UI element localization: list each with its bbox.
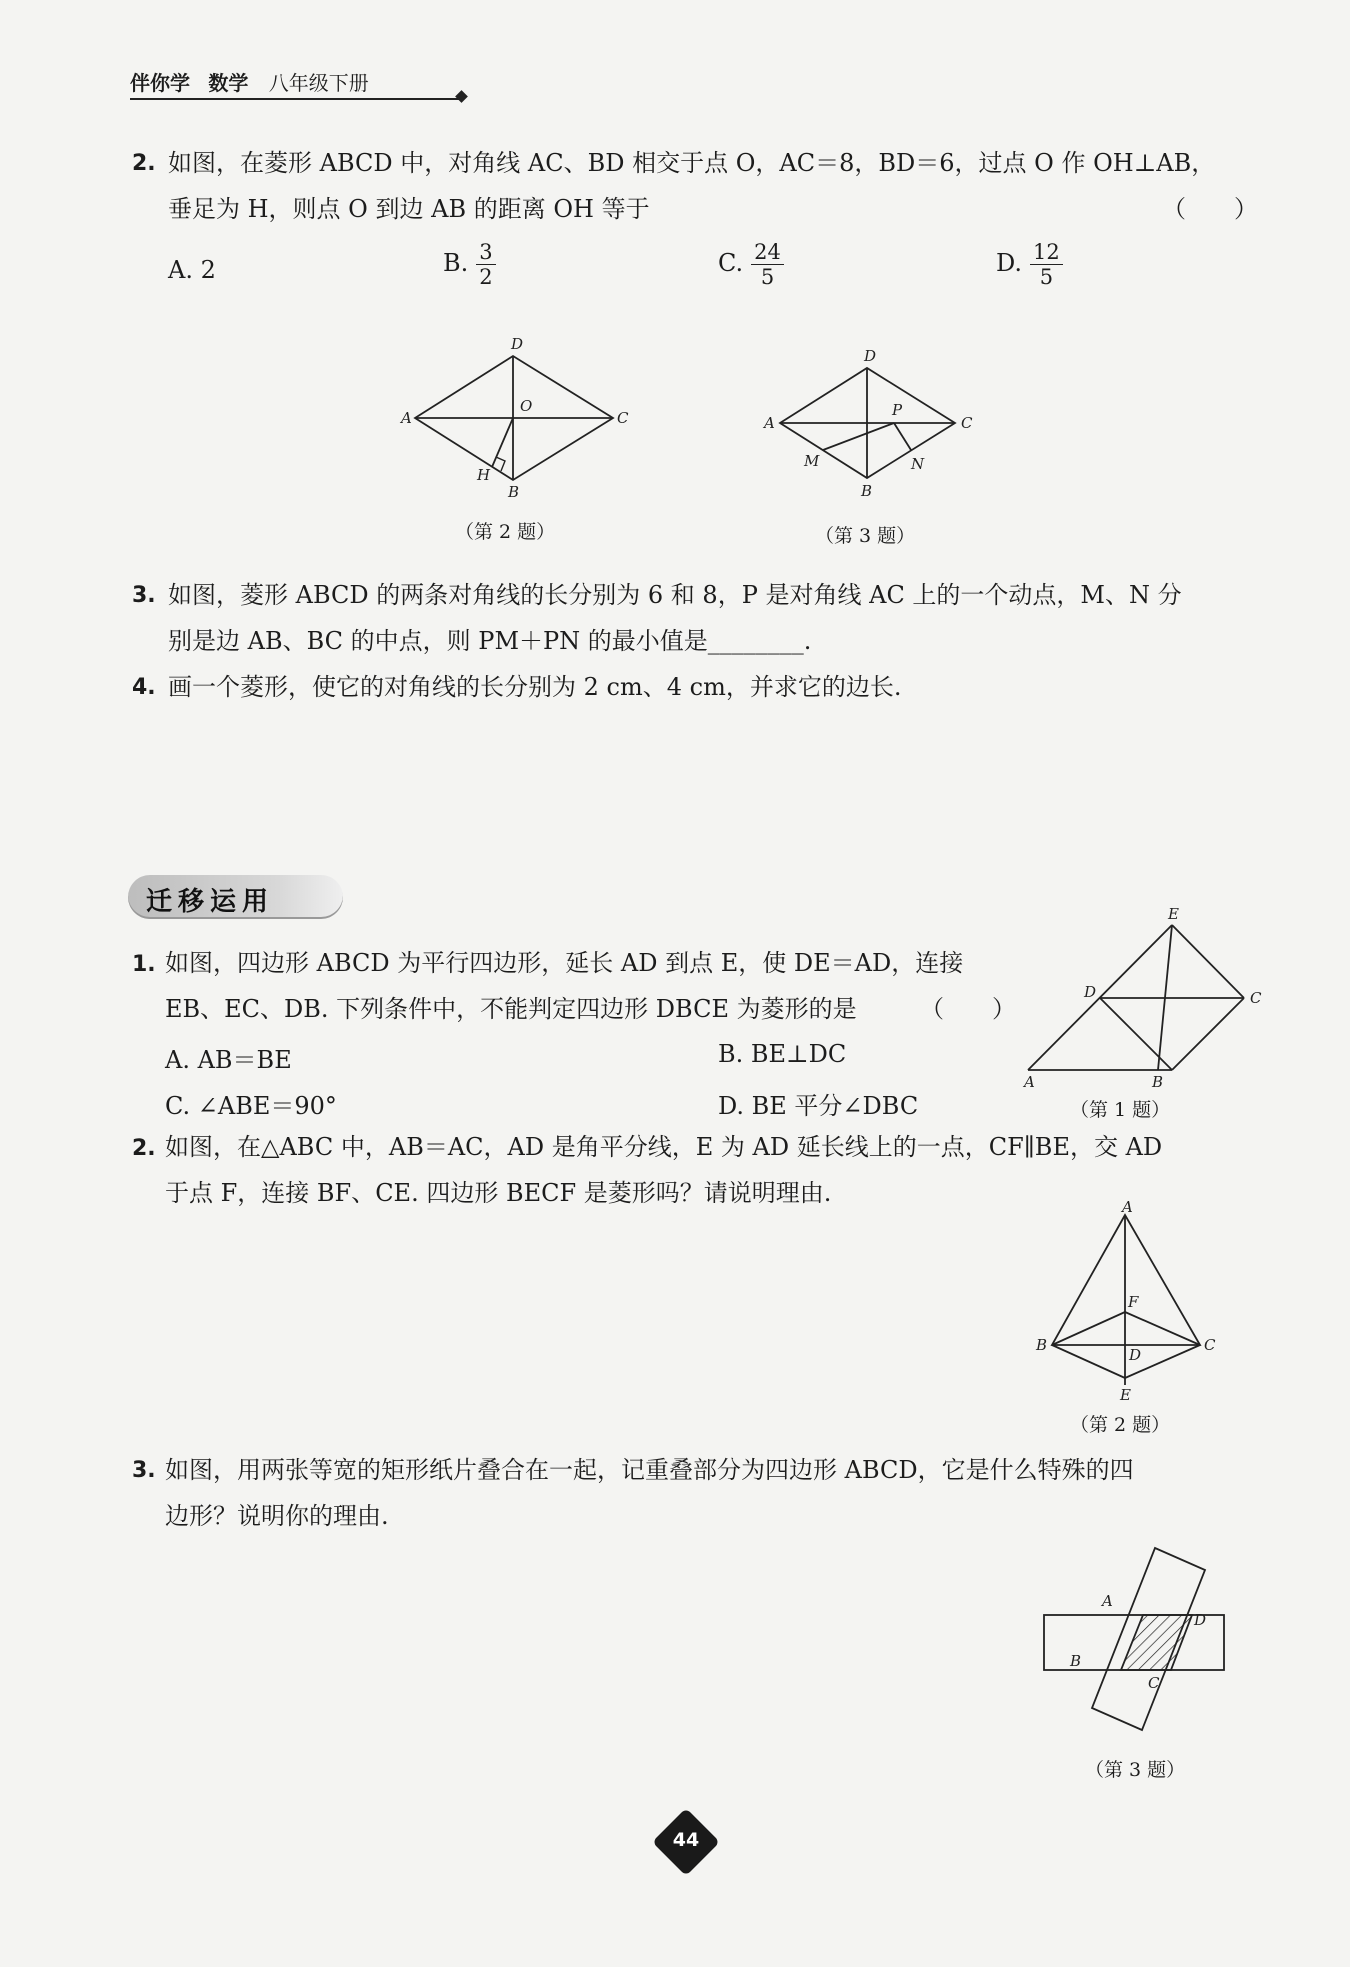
figure-overlapping-strips: [1030, 1540, 1260, 1740]
right-angle-mark: [496, 457, 505, 471]
label-o: O: [520, 397, 533, 415]
section-banner: [128, 875, 343, 919]
option-b: [443, 240, 496, 289]
label-a: A: [1102, 1592, 1113, 1610]
numerator: 12: [1030, 240, 1063, 265]
numerator: 24: [751, 240, 784, 265]
label-f: F: [1128, 1293, 1139, 1311]
label-c: C: [617, 409, 629, 427]
section-title: 迁移运用: [146, 887, 275, 917]
segment-be: [1052, 1345, 1125, 1378]
segment-bf: [1052, 1312, 1125, 1345]
label-a: A: [401, 409, 412, 427]
label-b: B: [1036, 1336, 1048, 1354]
label-e: E: [1168, 905, 1179, 923]
header-book: 伴你学: [130, 71, 190, 95]
fraction: [1030, 240, 1063, 289]
question-text: 于点 F，连接 BF、CE. 四边形 BECF 是菱形吗？请说明理由.: [165, 1179, 832, 1207]
question-text: EB、EC、DB. 下列条件中，不能判定四边形 DBCE 为菱形的是: [165, 995, 857, 1023]
question-text: 如图，在△ABC 中，AB＝AC，AD 是角平分线，E 为 AD 延长线上的一点，CF∥BE，交 AD: [165, 1133, 1163, 1161]
option-d: D. BE 平分∠DBC: [718, 1092, 919, 1120]
figure-caption: （第 3 题）: [815, 525, 916, 547]
label-a: A: [764, 414, 775, 432]
figure-caption: （第 1 题）: [1070, 1099, 1171, 1121]
option-c: C. ∠ABE＝90°: [165, 1092, 337, 1120]
label-b: B: [1070, 1652, 1082, 1670]
figure-parallelogram-dbce: [1010, 905, 1270, 1095]
question-number: 3.: [132, 583, 156, 608]
overlap-abcd: [1121, 1615, 1192, 1670]
header-grade: 八年级下册: [268, 71, 369, 95]
numerator: 3: [476, 240, 495, 265]
label-e: E: [1120, 1386, 1131, 1404]
figure-caption: （第 2 题）: [1070, 1414, 1171, 1436]
label-c: C: [961, 414, 973, 432]
option-label: D.: [996, 249, 1023, 277]
question-text: 如图，用两张等宽的矩形纸片叠合在一起，记重叠部分为四边形 ABCD，它是什么特殊的四: [165, 1456, 1134, 1484]
question-text: 画一个菱形，使它的对角线的长分别为 2 cm、4 cm，并求它的边长.: [168, 673, 902, 701]
label-a: A: [1122, 1200, 1133, 1216]
segment-bc: [1172, 998, 1244, 1070]
label-h: H: [477, 466, 491, 484]
triangle-abc: [1052, 1215, 1200, 1345]
page-number: 44: [672, 1829, 700, 1851]
question-number: 1.: [132, 952, 156, 977]
segment-pm: [823, 423, 894, 450]
label-c: C: [1250, 989, 1262, 1007]
segment-pn: [894, 423, 911, 450]
label-d: D: [864, 347, 877, 365]
label-p: P: [892, 401, 903, 419]
page-header: [130, 70, 460, 100]
figure-caption: （第 3 题）: [1085, 1759, 1186, 1781]
option-d: [996, 240, 1063, 289]
answer-paren: （ ）: [920, 995, 1016, 1023]
question-number: 3.: [132, 1458, 156, 1483]
question-number: 2.: [132, 1136, 156, 1161]
label-d: D: [1084, 983, 1097, 1001]
figure-caption: （第 2 题）: [455, 521, 556, 543]
figure-rhombus-oh: [395, 330, 635, 510]
label-a: A: [1024, 1073, 1035, 1091]
denominator: 5: [1039, 265, 1054, 289]
option-label: B.: [443, 249, 469, 277]
figure-triangle-becf: [1030, 1200, 1230, 1405]
label-b: B: [508, 483, 520, 501]
question-number: 4.: [132, 675, 156, 700]
option-c: [718, 240, 784, 289]
label-d: D: [1194, 1611, 1207, 1629]
label-b: B: [1152, 1073, 1164, 1091]
option-label: C.: [718, 249, 744, 277]
denominator: 2: [479, 265, 493, 289]
segment-fc: [1125, 1312, 1200, 1345]
question-text: 边形？说明你的理由.: [165, 1502, 389, 1530]
option-a: A. AB＝BE: [165, 1046, 292, 1074]
label-c: C: [1148, 1674, 1160, 1692]
question-text: 垂足为 H，则点 O 到边 AB 的距离 OH 等于: [168, 195, 650, 223]
question-text: 别是边 AB、BC 的中点，则 PM＋PN 的最小值是________.: [168, 627, 812, 655]
label-m: M: [804, 452, 820, 470]
label-n: N: [911, 455, 925, 473]
answer-paren: （ ）: [1162, 195, 1258, 223]
question-text: 如图，菱形 ABCD 的两条对角线的长分别为 6 和 8，P 是对角线 AC 上的一个动点，M、N 分: [168, 581, 1182, 609]
fraction: [476, 240, 495, 289]
label-d: D: [511, 335, 524, 353]
option-b: B. BE⊥DC: [718, 1040, 847, 1068]
label-d: D: [1129, 1346, 1142, 1364]
fraction: [751, 240, 784, 289]
header-rule: [130, 98, 460, 100]
label-b: B: [861, 482, 873, 500]
denominator: 5: [760, 265, 775, 289]
segment-ec: [1172, 925, 1244, 998]
label-c: C: [1204, 1336, 1216, 1354]
question-text: 如图，四边形 ABCD 为平行四边形，延长 AD 到点 E，使 DE＝AD，连接: [165, 949, 964, 977]
option-a: A. 2: [168, 256, 216, 284]
question-number: 2.: [132, 151, 156, 176]
question-text: 如图，在菱形 ABCD 中，对角线 AC、BD 相交于点 O，AC＝8，BD＝6，过点 O 作 OH⊥AB，: [168, 149, 1216, 177]
header-subject: 数学: [208, 71, 249, 95]
figure-rhombus-pmn: [760, 345, 990, 505]
